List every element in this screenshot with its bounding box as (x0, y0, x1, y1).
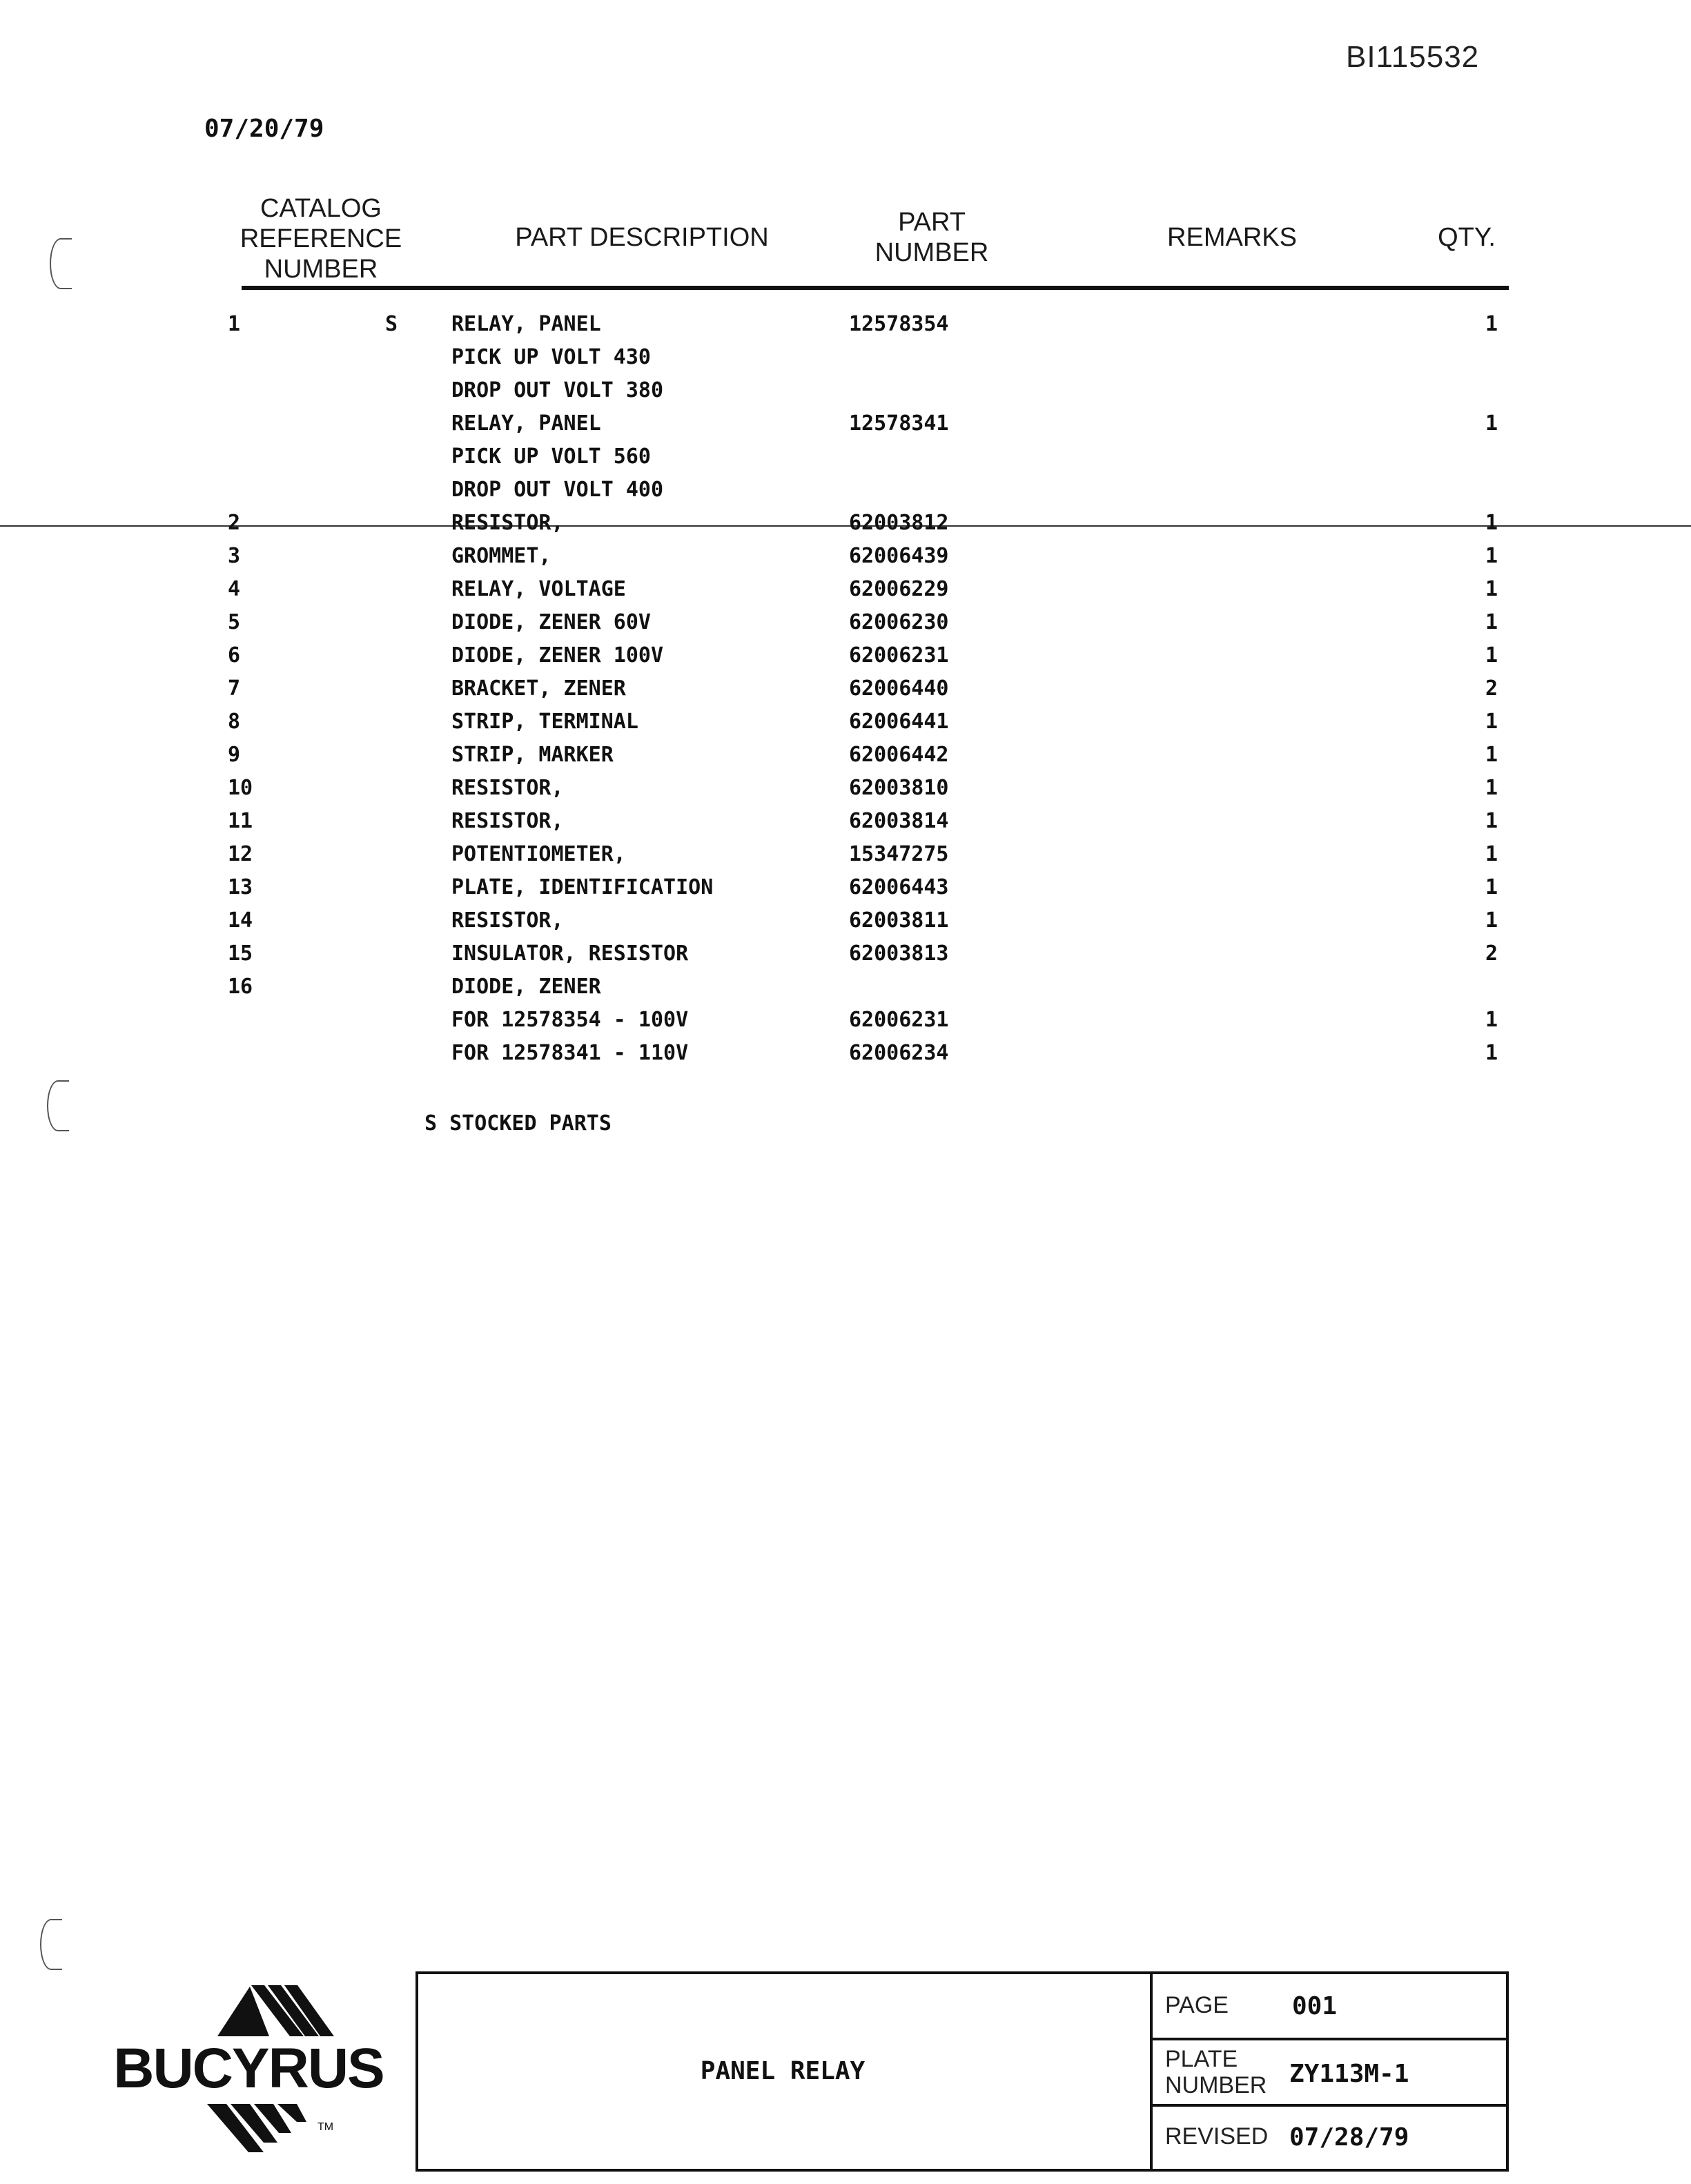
header-quantity: QTY. (1438, 223, 1496, 252)
table-row: 10 RESISTOR, 62003810 1 (228, 776, 1498, 800)
table-row: 15 INSULATOR, RESISTOR 62003813 2 (228, 942, 1498, 966)
table-row: 7 BRACKET, ZENER 62006440 2 (228, 676, 1498, 701)
revised-value: 07/28/79 (1289, 2123, 1409, 2152)
table-row: FOR 12578341 - 110V 62006234 1 (451, 1041, 1498, 1065)
document-date: 07/20/79 (204, 115, 324, 143)
table-row: 11 RESISTOR, 62003814 1 (228, 809, 1498, 833)
plate-number-value: ZY113M-1 (1289, 2060, 1409, 2088)
plate-number-label: PLATE NUMBER (1165, 2046, 1267, 2098)
table-row: PICK UP VOLT 560 (451, 445, 651, 469)
table-row: PICK UP VOLT 430 (451, 345, 651, 369)
table-row: DROP OUT VOLT 380 (451, 378, 664, 402)
table-row: 14 RESISTOR, 62003811 1 (228, 908, 1498, 933)
header-catalog-reference-number: CATALOG REFERENCE NUMBER (240, 194, 402, 284)
page-label: PAGE (1165, 1992, 1229, 2018)
title-block-rule (1150, 2104, 1509, 2107)
table-row: 8 STRIP, TERMINAL 62006441 1 (228, 710, 1498, 734)
table-row: RELAY, PANEL 12578341 1 (451, 411, 1498, 436)
table-row: 5 DIODE, ZENER 60V 62006230 1 (228, 610, 1498, 634)
table-row: 12 POTENTIOMETER, 15347275 1 (228, 842, 1498, 866)
title-block-rule (1150, 2038, 1509, 2040)
table-row: DROP OUT VOLT 400 (451, 478, 664, 502)
title-block-divider (1150, 1971, 1153, 2172)
logo-tm-mark: TM (317, 2121, 334, 2133)
table-row: 9 STRIP, MARKER 62006442 1 (228, 743, 1498, 767)
header-rule (242, 286, 1509, 290)
table-row: 16 DIODE, ZENER (228, 975, 601, 999)
stocked-parts-legend: S STOCKED PARTS (424, 1111, 612, 1135)
table-row: 3 GROMMET, 62006439 1 (228, 544, 1498, 568)
revised-label: REVISED (1165, 2123, 1269, 2149)
page-value: 001 (1292, 1992, 1338, 2020)
table-row: 4 RELAY, VOLTAGE 62006229 1 (228, 577, 1498, 601)
binder-hole-mark (50, 238, 72, 289)
drawing-title: PANEL RELAY (700, 2057, 866, 2085)
binder-hole-mark (47, 1080, 69, 1131)
binder-hole-mark (40, 1919, 62, 1970)
table-row: 6 DIODE, ZENER 100V 62006231 1 (228, 643, 1498, 667)
table-row: 13 PLATE, IDENTIFICATION 62006443 1 (228, 875, 1498, 899)
logo-wordmark: BUCYRUS (113, 2037, 384, 2100)
table-row: FOR 12578354 - 100V 62006231 1 (451, 1008, 1498, 1032)
header-part-number: PART NUMBER (874, 208, 989, 267)
table-row: 1 S RELAY, PANEL 12578354 1 (228, 312, 1498, 336)
header-part-description: PART DESCRIPTION (515, 223, 769, 252)
header-remarks: REMARKS (1167, 223, 1297, 252)
document-id: BI115532 (1346, 40, 1480, 74)
table-row: 2 RESISTOR, 62003812 1 (228, 511, 1498, 535)
